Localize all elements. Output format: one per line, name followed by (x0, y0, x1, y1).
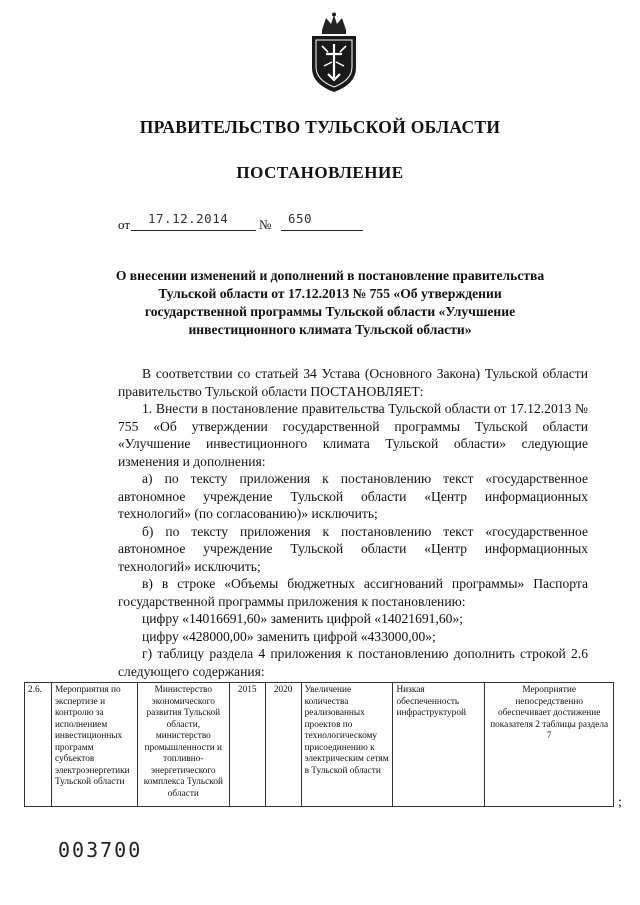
body-paragraph: цифру «14016691,60» заменить цифрой «14021691,60»; (142, 611, 464, 626)
coat-of-arms-emblem (304, 12, 364, 94)
number-underline (281, 230, 363, 231)
document-date: 17.12.2014 (148, 211, 229, 226)
table-terminator: ; (618, 795, 622, 810)
body-paragraph: г) таблицу раздела 4 приложения к постановлению дополнить строкой 2.6 следующего содержания: (118, 646, 588, 679)
body-paragraph: б) по тексту приложения к постановлению текст «государственное автономное учреждение Тульской области «Центр информационных технологий» исключить; (118, 523, 588, 574)
consequence-cell: Низкая обеспеченность инфраструктурой (393, 683, 485, 807)
subject-line: государственной программы Тульской области «Улучшение (144, 304, 516, 319)
date-underline (131, 230, 256, 231)
subject-line: инвестиционного климата Тульской области» (188, 322, 472, 337)
start-year-cell: 2015 (229, 683, 265, 807)
row-number-cell: 2.6. (25, 683, 52, 807)
executor-cell: Министерство экономического развития Тульской области, министерство промышленности и топливно-энергетического комплекса Тульской области (137, 683, 229, 807)
end-year-cell: 2020 (265, 683, 301, 807)
indicator-link-cell: Мероприятие непосредственно обеспечивает достижение показателя 2 таблицы раздела 7 (485, 683, 614, 807)
government-title: ПРАВИТЕЛЬСТВО ТУЛЬСКОЙ ОБЛАСТИ (139, 117, 501, 137)
body-paragraph: В соответствии со статьей 34 Устава (Основного Закона) Тульской области правительство Тульской области ПОСТАНОВЛЯЕТ: (118, 366, 588, 399)
document-type: ПОСТАНОВЛЕНИЕ (236, 163, 404, 182)
activity-cell: Мероприятия по экспертизе и контролю за исполнением инвестиционных программ субъектов электроэнергетики Тульской области (51, 683, 137, 807)
date-label: от (118, 217, 131, 232)
body-paragraph: а) по тексту приложения к постановлению текст «государственное автономное учреждение Тульской области «Центр информационных технологий» (по согласованию)» исключить; (118, 471, 588, 521)
document-subject (90, 267, 570, 339)
result-cell: Увеличение количества реализованных проектов по технологическому присоединению к электрическим сетям в Тульской области (301, 683, 393, 807)
inserted-table (24, 682, 614, 807)
body-paragraph: цифру «428000,00» заменить цифрой «433000,00»; (142, 628, 436, 644)
date-number-line (118, 209, 378, 233)
body-paragraph: 1. Внести в постановление правительства Тульской области от 17.12.2013 № 755 «Об утверждении государственной программы Тульской области «Улучшение инвестиционного климата Тульской области» следующие изменения и дополнения: (118, 401, 588, 469)
table-row (25, 683, 614, 807)
subject-line: Тульской области от 17.12.2013 № 755 «Об утверждении (158, 286, 502, 301)
document-body (118, 365, 588, 680)
subject-line: О внесении изменений и дополнений в постановление правительства (115, 268, 545, 283)
serial-number: 003700 (58, 838, 143, 862)
body-paragraph: в) в строке «Объемы бюджетных ассигнований программы» Паспорта государственной программы приложения к постановлению: (118, 576, 588, 609)
number-label: № (259, 217, 272, 232)
document-number: 650 (288, 211, 313, 226)
